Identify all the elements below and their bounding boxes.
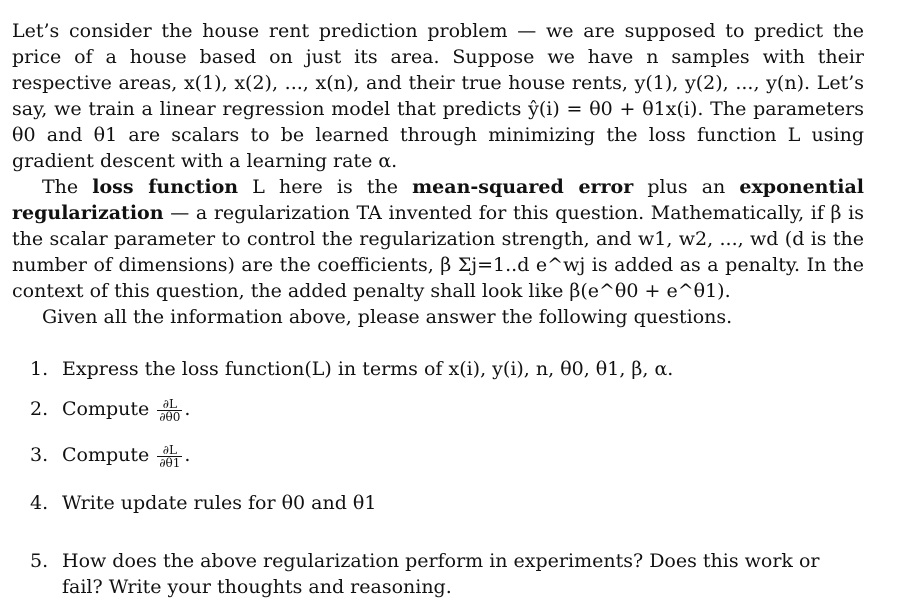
loss-prefix: The	[42, 176, 79, 198]
frac-denominator: ∂θ0	[159, 409, 181, 424]
question-tail: .	[184, 398, 191, 420]
instruction-paragraph	[12, 304, 864, 330]
partial-fraction	[157, 398, 182, 423]
frac-numerator: ∂L	[157, 444, 182, 457]
frac-denominator: ∂θ1	[159, 455, 181, 470]
question-number: 3.	[30, 444, 49, 466]
loss-function-term: loss function	[92, 176, 239, 198]
question-number: 5.	[30, 550, 49, 572]
loss-paragraph	[12, 174, 864, 304]
question-text: Write update rules for θ0 and θ1	[62, 492, 377, 514]
question-number: 2.	[30, 398, 49, 420]
instruction-text: Given all the information above, please answer the following questions.	[42, 306, 733, 328]
intro-paragraph	[12, 18, 864, 174]
loss-mid1: L here is the	[252, 176, 398, 198]
loss-rest: — a regularization TA invented for this question. Mathematically, if β is the scalar parameter to control the regularization strength, and w1, w2, ..., wd (d is the number of dimensions) are the coefficients, β Σj=1..d e^wj is added as a penalty. In the context of this question, the added penalty shall look like β(e^θ0 + e^θ1).	[12, 202, 864, 302]
question-text: How does the above regularization perform in experiments? Does this work or fail? Write your thoughts and reasoning.	[62, 550, 820, 598]
question-text-wrap	[62, 396, 858, 423]
partial-fraction	[157, 444, 182, 469]
question-text: Compute	[62, 444, 150, 466]
question-tail: .	[184, 444, 191, 466]
question-text-wrap	[62, 442, 858, 469]
loss-mid2: plus an	[647, 176, 726, 198]
frac-numerator: ∂L	[157, 398, 182, 411]
question-text: Express the loss function(L) in terms of x(i), y(i), n, θ0, θ1, β, α.	[62, 358, 674, 380]
exp-reg-term: exponential regularization	[12, 176, 865, 224]
question-number: 1.	[30, 358, 49, 380]
intro-text: Let’s consider the house rent prediction problem — we are supposed to predict the price of a house based on just its area. Suppose we have n samples with their respective areas, x(1), x(2), ..., x(n), and their true house rents, y(1), y(2), ..., y(n). Let’s say, we train a linear regression model that predicts ŷ(i) = θ0 + θ1x(i). The parameters θ0 and θ1 are scalars to be learned through minimizing the loss function L using gradient descent with a learning rate α.	[12, 20, 864, 172]
question-text: Compute	[62, 398, 150, 420]
question-number: 4.	[30, 492, 49, 514]
mse-term: mean-squared error	[412, 176, 634, 198]
